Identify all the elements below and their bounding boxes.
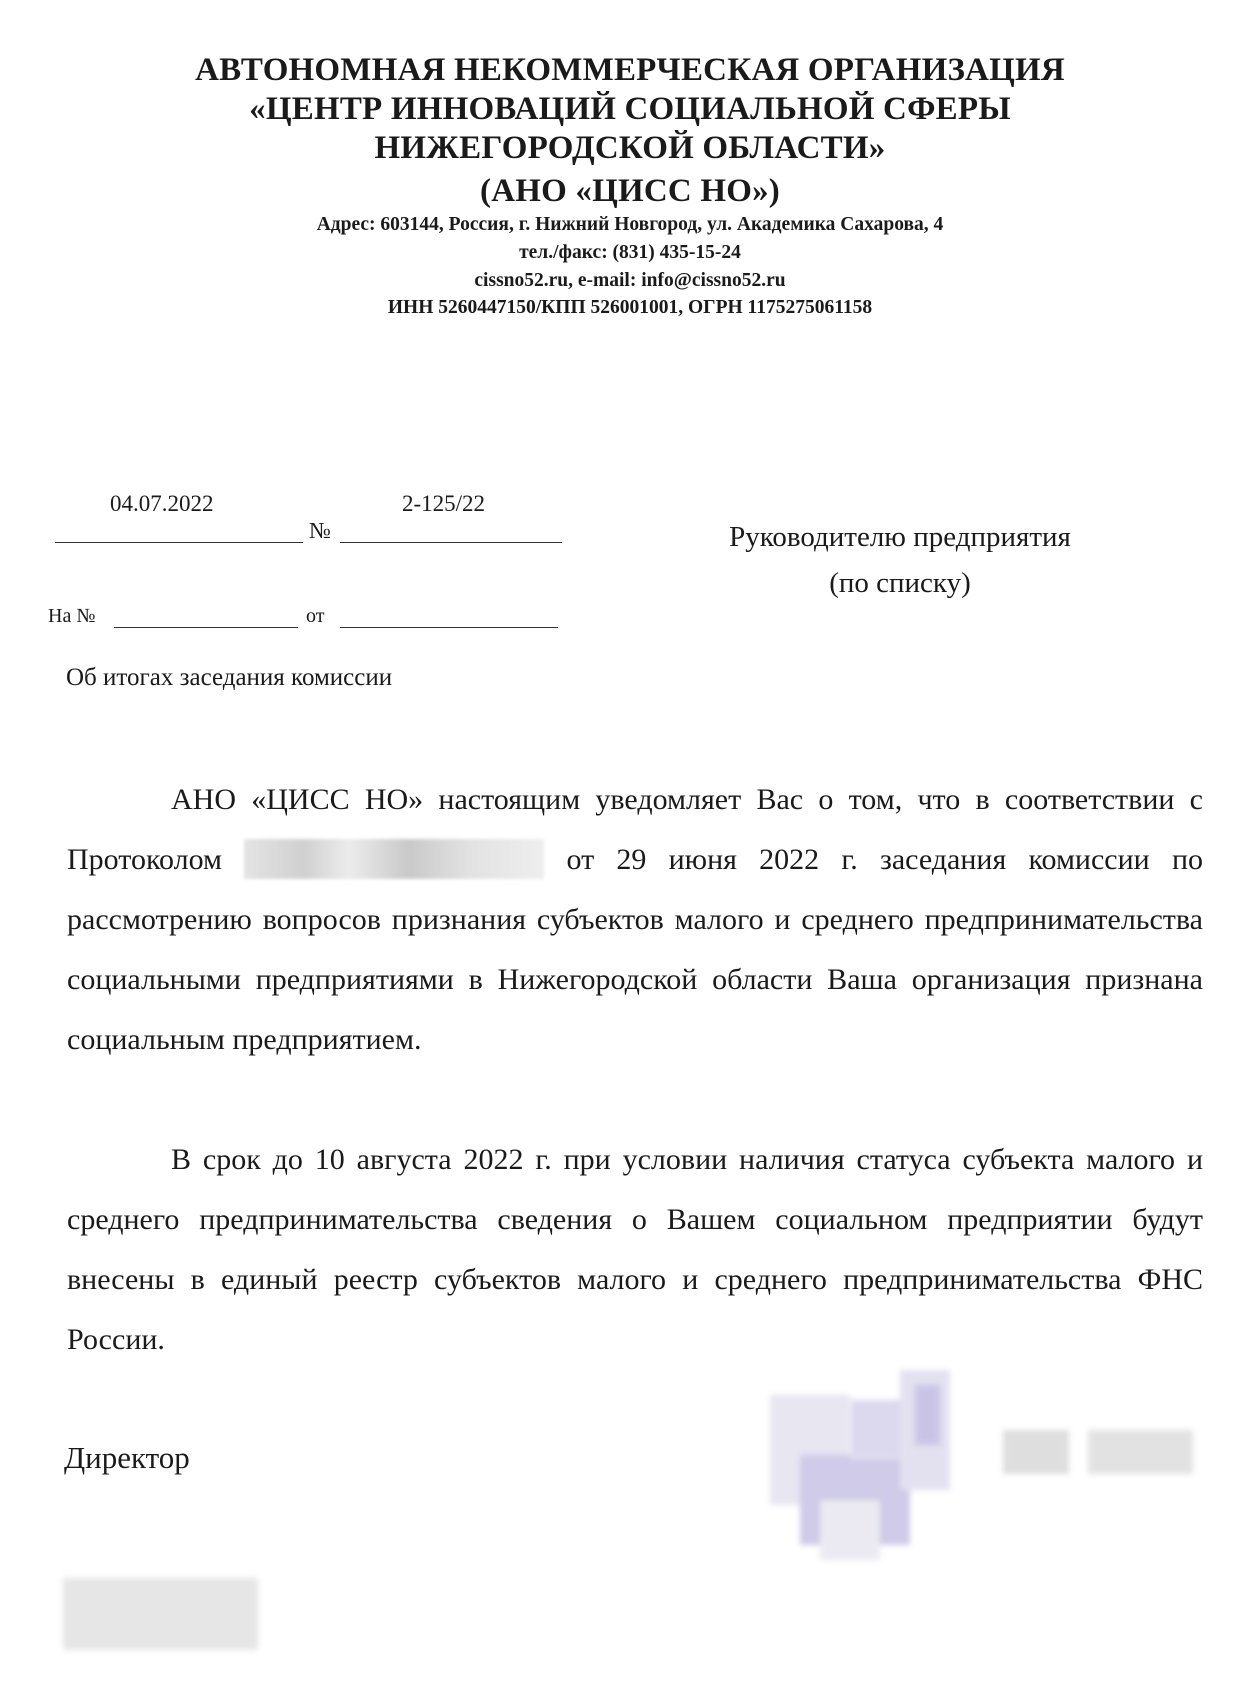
letterhead-org-name-1: «ЦЕНТР ИННОВАЦИЙ СОЦИАЛЬНОЙ СФЕРЫ — [249, 91, 1011, 127]
body-p1-start: АНО «ЦИСС НО» настоящим уведомляет Вас о том, что в соответствии с Протоколом — [67, 783, 1203, 876]
number-underline — [340, 542, 562, 543]
letterhead-org-type: АВТОНОМНАЯ НЕКОММЕРЧЕСКАЯ ОРГАНИЗАЦИЯ — [195, 52, 1065, 88]
subject-line: Об итогах заседания комиссии — [66, 664, 393, 691]
addressee-line-2: (по списку) — [829, 567, 971, 599]
letterhead-org-name-2: НИЖЕГОРОДСКОЙ ОБЛАСТИ» — [374, 130, 886, 166]
body-p2-text: В срок до 10 августа 2022 г. при условии наличия статуса субъекта малого и среднего предпринимательства сведения о Вашем социальном предприятии будут внесены в единый реестр субъектов малого и среднего предпринимательства ФНС России. — [67, 1143, 1203, 1356]
outgoing-number: 2-125/22 — [402, 491, 486, 516]
redacted-signer-initials — [1003, 1430, 1069, 1474]
redacted-signer-surname — [1088, 1430, 1193, 1474]
letterhead-ids: ИНН 5260447150/КПП 526001001, ОГРН 1175275061158 — [387, 297, 873, 318]
redacted-protocol-number — [244, 839, 544, 879]
reply-from-label: от — [306, 605, 325, 627]
letterhead-phone: тел./факс: (831) 435-15-24 — [519, 242, 741, 263]
outgoing-date: 04.07.2022 — [110, 491, 214, 516]
body-paragraph-1 — [67, 770, 1203, 1070]
number-sign: № — [309, 518, 331, 543]
letterhead-web-email: cissno52.ru, e-mail: info@cissno52.ru — [474, 270, 786, 291]
letterhead-org-abbr: (АНО «ЦИСС НО») — [480, 173, 780, 209]
body-p1-end: от 29 июня 2022 г. заседания комиссии по рассмотрению вопросов признания субъектов малого и среднего предпринимательства социальными предприятиями в Нижегородской области Ваша организация признана социальным предприятием. — [67, 843, 1204, 1056]
reply-number-underline — [114, 627, 298, 628]
body-paragraph-2 — [67, 1130, 1203, 1370]
addressee-line-1: Руководителю предприятия — [729, 521, 1071, 553]
reply-date-underline — [340, 627, 558, 628]
letterhead-address: Адрес: 603144, Россия, г. Нижний Новгород, ул. Академика Сахарова, 4 — [316, 214, 944, 235]
date-underline — [55, 542, 303, 543]
addressee — [650, 514, 1150, 606]
reply-number-label: На № — [48, 605, 96, 627]
signer-role: Директор — [64, 1440, 190, 1475]
redacted-executor — [63, 1578, 258, 1650]
